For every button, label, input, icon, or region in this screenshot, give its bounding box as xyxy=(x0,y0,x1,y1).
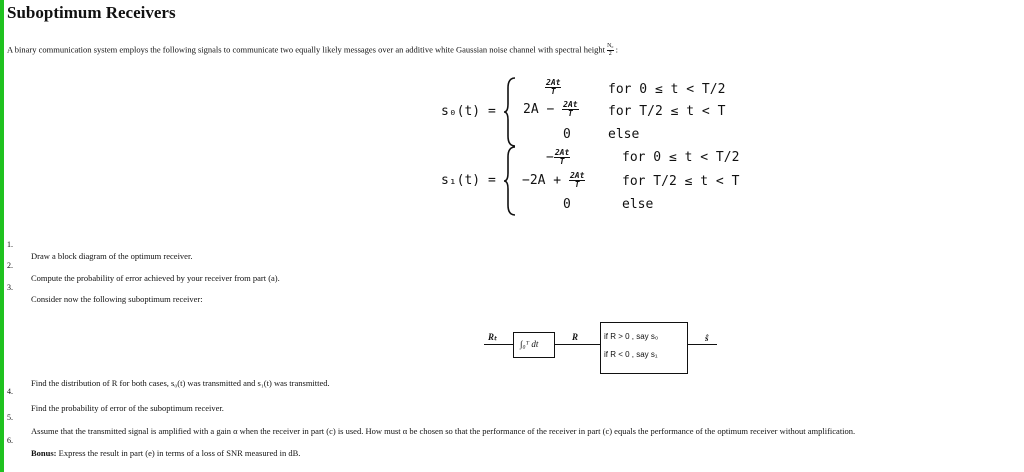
question-text-1: Draw a block diagram of the optimum receiver. xyxy=(31,251,193,261)
bonus-text: Express the result in part (e) in terms of a loss of SNR measured in dB. xyxy=(58,448,301,458)
fraction-denominator: 2 xyxy=(608,51,612,57)
intro-text: A binary communication system employs the following signals to communicate two equally likely messages over an additive white Gaussian noise channel with spectral height xyxy=(7,44,605,55)
s1-row1-expr: − $\frac{2At}{T}$ xyxy=(546,148,570,166)
decision-output-line xyxy=(687,344,717,345)
diagram-input-label: Rₜ xyxy=(488,332,497,342)
bonus-label: Bonus: xyxy=(31,448,57,458)
s0-row3-expr: 0 xyxy=(563,127,571,142)
bonus-paragraph xyxy=(31,448,300,458)
s1-row2-expr: −2A + $\frac{2At}{T}$ xyxy=(522,171,585,189)
s1-row3-expr: 0 xyxy=(563,197,571,212)
intro-suffix: : xyxy=(615,44,619,55)
question-number-6: 6. xyxy=(7,436,13,445)
page-title: Suboptimum Receivers xyxy=(7,3,176,22)
decision-rule-2: if R < 0 , say s₁ xyxy=(604,350,658,359)
integrator-block xyxy=(513,332,555,358)
left-accent-border xyxy=(0,0,4,472)
s0-label: s₀(t) = xyxy=(441,104,496,119)
question-text-4: Find the distribution of R for both cases, s₀(t) was transmitted and s₁(t) was transmitted. xyxy=(31,378,330,388)
integrator-label: ∫₀ᵀ dt xyxy=(520,339,539,349)
question-number-1: 1. xyxy=(7,240,13,249)
s0-row2-expr: 2A − $\frac{2At}{T}$ xyxy=(523,100,578,118)
fraction-numerator: N₀ xyxy=(607,43,614,49)
s0-row1-cond: for 0 ≤ t < T/2 xyxy=(608,82,726,97)
question-text-3: Consider now the following suboptimum receiver: xyxy=(31,294,203,304)
s1-row2-cond: for T/2 ≤ t < T xyxy=(622,174,740,189)
s1-row1-cond: for 0 ≤ t < T/2 xyxy=(622,150,740,165)
integrator-output-line xyxy=(554,344,600,345)
s1-row3-cond: else xyxy=(622,197,654,212)
s0-row2-cond: for T/2 ≤ t < T xyxy=(608,104,726,119)
decision-rule-1: if R > 0 , say s₀ xyxy=(604,332,659,341)
input-arrow-line xyxy=(484,344,514,345)
question-text-6: Assume that the transmitted signal is amplified with a gain α when the receiver in part (c) is used. How must α be chosen so that the performance of the receiver in part (c) equals the performance of the optimum receiver without amplification. xyxy=(31,426,856,436)
question-text-5: Find the probability of error of the suboptimum receiver. xyxy=(31,403,224,413)
question-text-2: Compute the probability of error achieved by your receiver from part (a). xyxy=(31,273,280,283)
spectral-height-fraction xyxy=(607,43,613,58)
s0-row1-expr: $\frac{2At}{T}$ xyxy=(546,78,561,96)
s1-brace xyxy=(503,145,517,217)
question-number-5: 5. xyxy=(7,413,13,422)
intro-paragraph xyxy=(7,43,618,58)
question-number-2: 2. xyxy=(7,261,13,270)
diagram-output-label: R xyxy=(572,332,579,342)
diagram-final-label: ŝ xyxy=(705,333,709,343)
s1-label: s₁(t) = xyxy=(441,173,496,188)
s0-row3-cond: else xyxy=(608,127,640,142)
decision-block xyxy=(600,322,688,374)
question-number-4: 4. xyxy=(7,387,13,396)
s0-brace xyxy=(503,76,517,148)
question-number-3: 3. xyxy=(7,283,13,292)
